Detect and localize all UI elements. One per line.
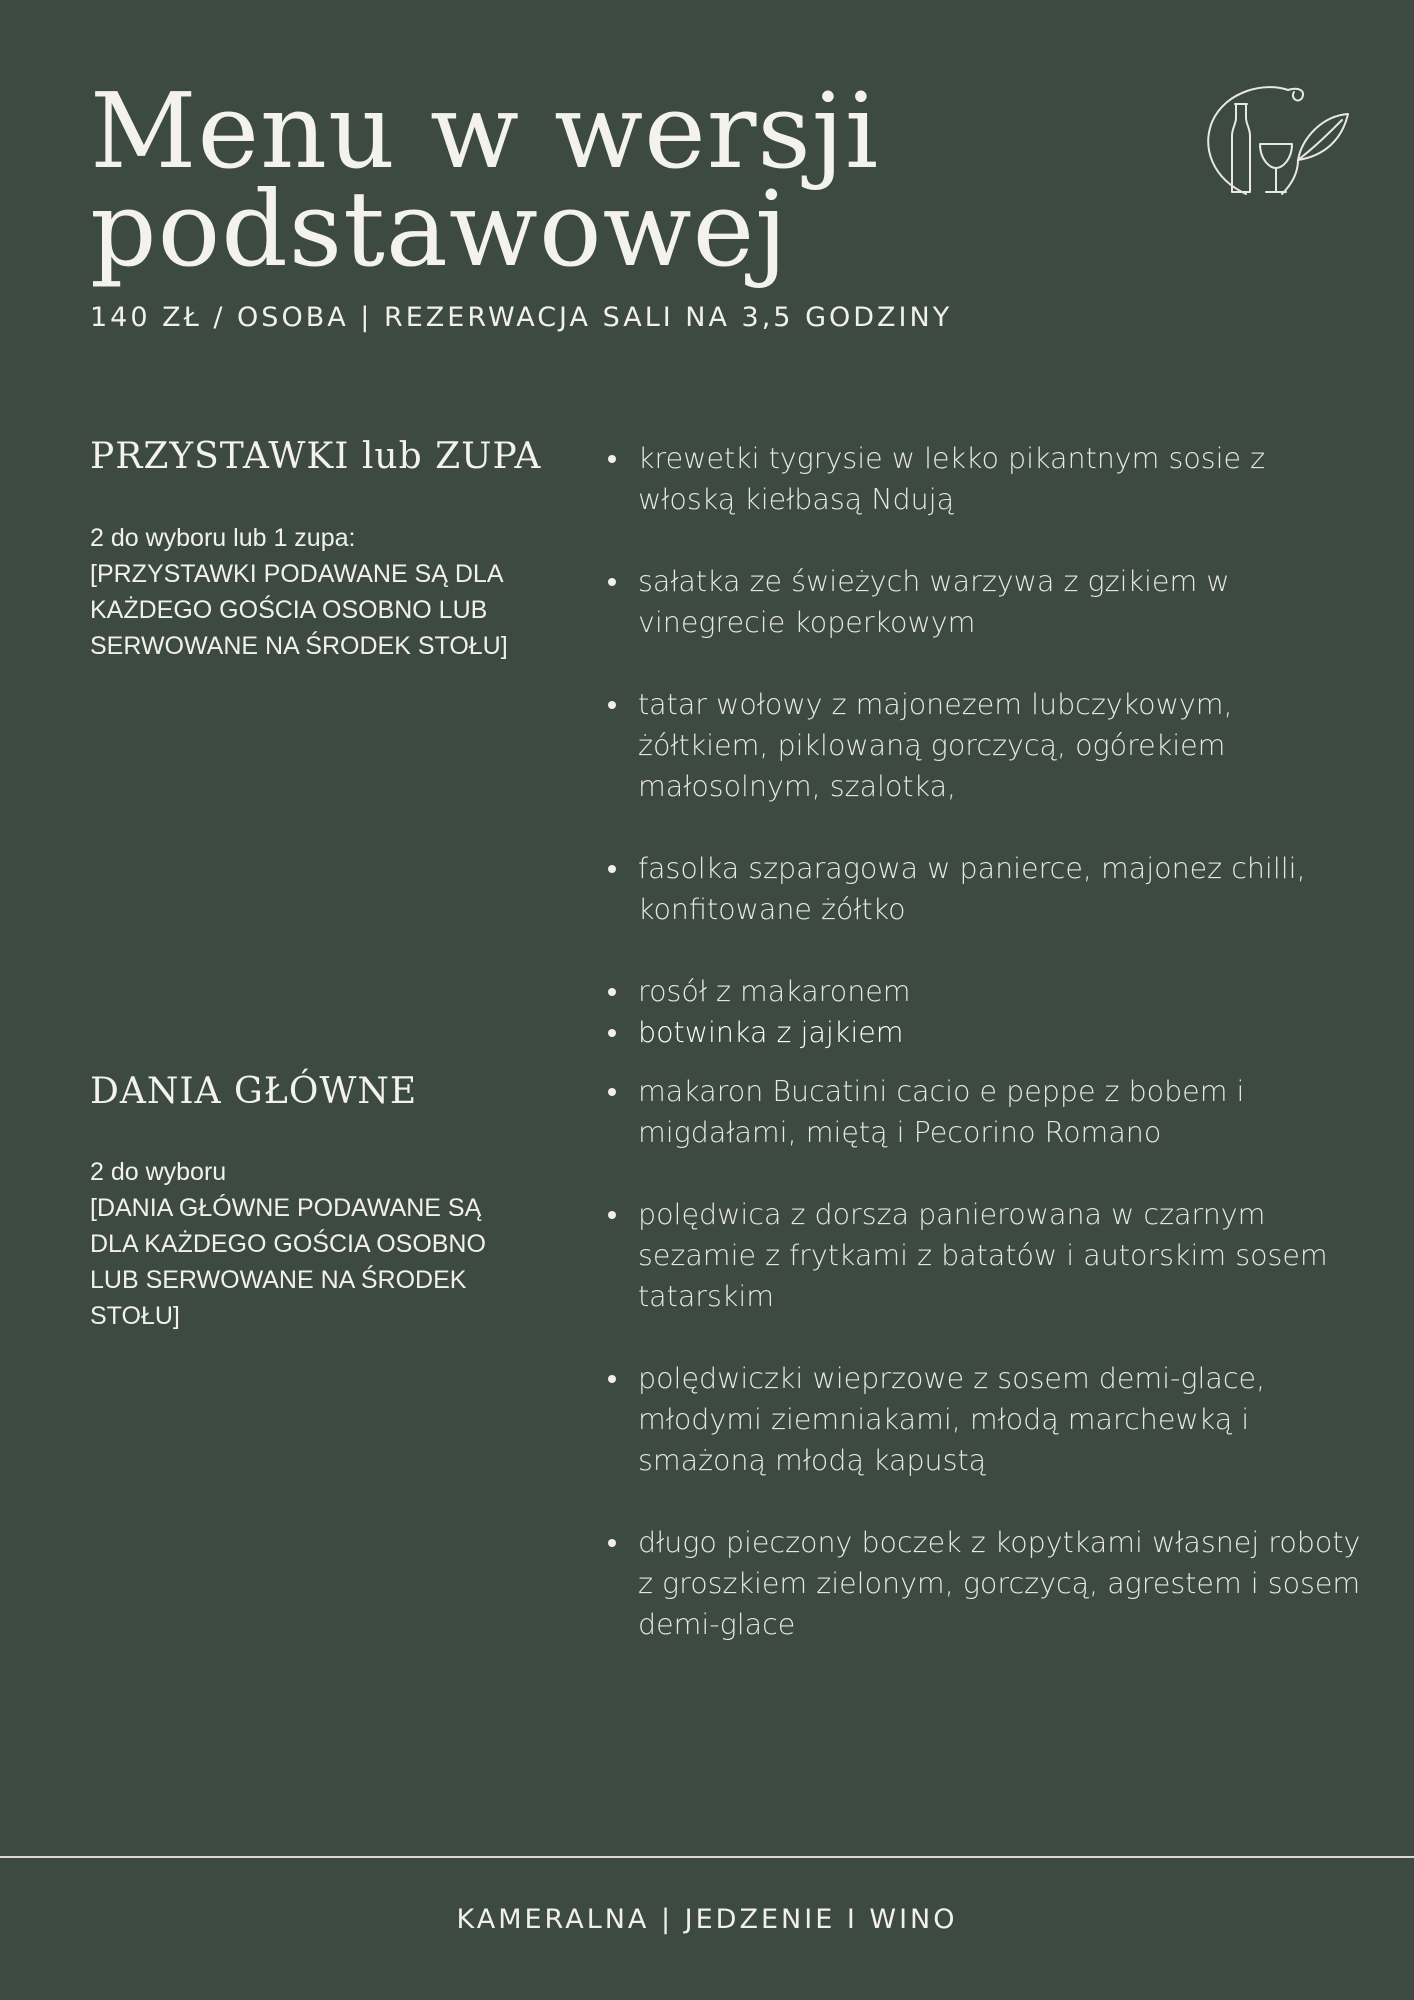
section-heading-mains: DANIA GŁÓWNE <box>90 1071 418 1112</box>
note-line: KAŻDEGO GOŚCIA OSOBNO LUB <box>90 596 488 624</box>
footer-tagline: KAMERALNA | JEDZENIE I WINO <box>456 1904 958 1935</box>
section-note-appetizers <box>90 520 510 664</box>
note-line: [PRZYSTAWKI PODAWANE SĄ DLA <box>90 560 504 588</box>
dish-item: botwinka z jajkiem <box>606 1012 1366 1053</box>
note-line: LUB SERWOWANE NA ŚRODEK <box>90 1266 467 1294</box>
section-heading-appetizers: PRZYSTAWKI lub ZUPA <box>90 436 542 477</box>
section-note-mains <box>90 1154 510 1334</box>
dish-item: długo pieczony boczek z kopytkami własnej roboty z groszkiem zielonym, gorczycą, agrestem i sosem demi-glace <box>606 1522 1366 1645</box>
footer-divider <box>0 1856 1414 1858</box>
menu-title <box>90 70 880 290</box>
dish-item: tatar wołowy z majonezem lubczykowym, żółtkiem, piklowaną gorczycą, ogórekiem małosolnym, szalotka, <box>606 684 1366 807</box>
wine-bottle-glass-leaf-icon <box>1206 84 1352 200</box>
note-line: DLA KAŻDEGO GOŚCIA OSOBNO <box>90 1230 486 1258</box>
dish-item: rosół z makaronem <box>606 971 1366 1012</box>
menu-title-line: Menu w wersji <box>90 70 880 192</box>
price-and-reservation-info: 140 ZŁ / OSOBA | REZERWACJA SALI NA 3,5 GODZINY <box>90 302 953 333</box>
note-line: [DANIA GŁÓWNE PODAWANE SĄ <box>90 1194 482 1222</box>
menu-title-line: podstawowej <box>90 168 789 290</box>
note-line: STOŁU] <box>90 1302 180 1330</box>
dish-item: krewetki tygrysie w lekko pikantnym sosie z włoską kiełbasą Ndują <box>606 438 1366 520</box>
dish-item: makaron Bucatini cacio e peppe z bobem i migdałami, miętą i Pecorino Romano <box>606 1071 1366 1153</box>
note-line: SERWOWANE NA ŚRODEK STOŁU] <box>90 632 508 660</box>
dish-list-mains <box>606 1071 1366 1645</box>
dish-item: polędwiczki wieprzowe z sosem demi-glace, młodymi ziemniakami, młodą marchewką i smażoną młodą kapustą <box>606 1358 1366 1481</box>
dish-item: fasolka szparagowa w panierce, majonez chilli, konfitowane żółtko <box>606 848 1366 930</box>
dish-list-appetizers <box>606 438 1366 1053</box>
dish-item: sałatka ze świeżych warzywa z gzikiem w vinegrecie koperkowym <box>606 561 1366 643</box>
note-line: 2 do wyboru <box>90 1158 227 1186</box>
note-line: 2 do wyboru lub 1 zupa: <box>90 524 356 552</box>
dish-item: polędwica z dorsza panierowana w czarnym sezamie z frytkami z batatów i autorskim sosem tatarskim <box>606 1194 1366 1317</box>
